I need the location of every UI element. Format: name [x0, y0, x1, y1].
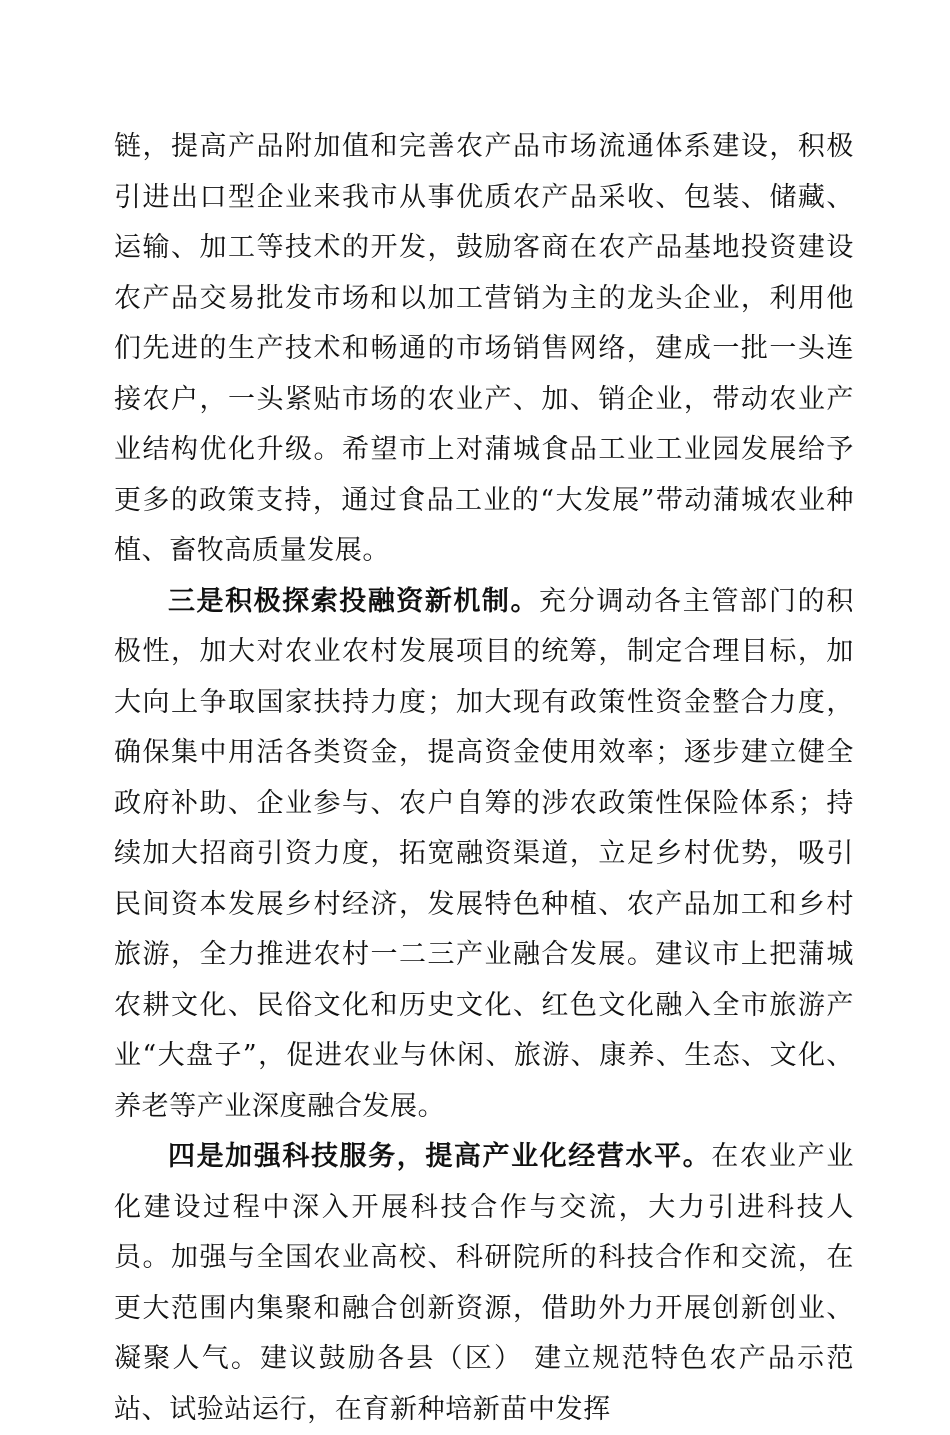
- paragraph-continuation: [114, 122, 854, 577]
- paragraph-lead-heading: 四是加强科技服务，提高产业化经营水平。: [168, 1141, 712, 1172]
- paragraph-investment-financing: [114, 577, 854, 1133]
- paragraph-text: 链，提高产品附加值和完善农产品市场流通体系建设，积极引进出口型企业来我市从事优质农产品采收、包装、储藏、运输、加工等技术的开发，鼓励客商在农产品基地投资建设农产品交易批发市场和以加工营销为主的龙头企业，利用他们先进的生产技术和畅通的市场销售网络，建成一批一头连接农户，一头紧贴市场的农业产、加、销企业，带动农业产业结构优化升级。希望市上对蒲城食品工业工业园发展给予更多的政策支持，通过食品工业的“大发展”带动蒲城农业种植、畜牧高质量发展。: [114, 131, 854, 566]
- paragraph-technology-services: [114, 1132, 854, 1435]
- paragraph-text: 在农业产业化建设过程中深入开展科技合作与交流，大力引进科技人员。加强与全国农业高校、科研院所的科技合作和交流，在更大范围内集聚和融合创新资源，借助外力开展创新创业、凝聚人气。建议鼓励各县（区） 建立规范特色农产品示范站、试验站运行，在育新种培新苗中发挥: [114, 1141, 854, 1425]
- document-body: [114, 122, 854, 1435]
- paragraph-lead-heading: 三是积极探索投融资新机制。: [168, 585, 540, 617]
- paragraph-text: 充分调动各主管部门的积极性，加大对农业农村发展项目的统筹，制定合理目标，加大向上争取国家扶持力度；加大现有政策性资金整合力度，确保集中用活各类资金，提高资金使用效率；逐步建立健全政府补助、企业参与、农户自筹的涉农政策性保险体系；持续加大招商引资力度，拓宽融资渠道，立足乡村优势，吸引民间资本发展乡村经济，发展特色种植、农产品加工和乡村旅游，全力推进农村一二三产业融合发展。建议市上把蒲城农耕文化、民俗文化和历史文化、红色文化融入全市旅游产业“大盘子”，促进农业与休闲、旅游、康养、生态、文化、养老等产业深度融合发展。: [114, 585, 855, 1122]
